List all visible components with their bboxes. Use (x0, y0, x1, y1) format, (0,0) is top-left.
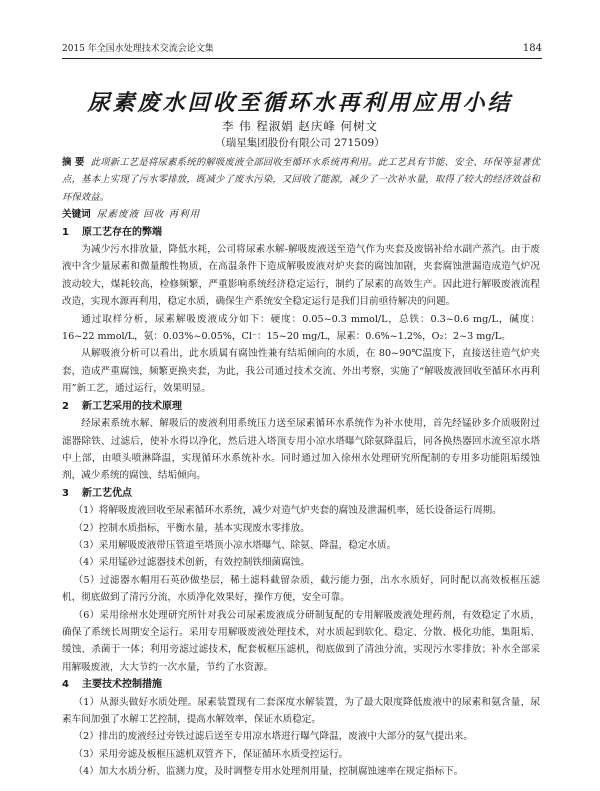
affiliation: （瑞星集团股份有限公司 271509） (215, 137, 385, 149)
keywords (62, 206, 540, 223)
author-list: 李 伟 程淑娟 赵庆峰 何树文 (221, 119, 379, 133)
section-number: 2 (62, 400, 69, 412)
abstract (62, 154, 540, 206)
page-number: 184 (522, 43, 542, 54)
list-item: （1）将解吸废液回收至尿素循环水系统，减少对造气炉夹套的腐蚀及泄漏机率，延长设备运行周期。 (73, 505, 502, 517)
paragraph: 从解吸液分析可以看出，此水质属有腐蚀性兼有结垢倾向的水质，在 80~90℃温度下，直接送往造气炉夹套，造成严重腐蚀，频繁更换夹套，为此，我公司通过技术交流、外出考察，实施了“解吸废液回收至循环水再利用”新工艺，通过运行，效果明显。 (62, 348, 540, 395)
paragraph: 经尿素系统水解、解吸后的废液利用系统压力送至尿素循环水系统作为补水使用，首先经锰砂多介质吸附过滤器除铁、过滤后，使补水得以净化，然后进入塔顶专用小凉水塔曝气除氨降温后，同各换热器回水流至凉水塔中上部，由喷头喷淋降温，实现循环水系统补水。同时通过加入徐州水处理研究所配制的专用多功能阻垢缓蚀剂，减少系统的腐蚀、结垢倾向。 (62, 418, 540, 482)
section-title: 新工艺采用的技术原理 (82, 400, 182, 412)
section-heading (62, 224, 540, 241)
paragraph: 通过取样分析，尿素解吸废液成分如下：硬度：0.05~0.3 mmol/L，总铁：0.3~0.6 mg/L，碱度：16~22 mmol/L，氨：0.03%~0.05%，Cl⁻：15~20 mg/L，尿素：0.6%~1.2%，O₂：2~3 mg/L。 (62, 313, 540, 343)
list-item: （4）加大水质分析、监测力度，及时调整专用水处理剂用量，控制腐蚀速率在规定指标下。 (73, 766, 464, 778)
list-item: （3）采用解吸废液带压管道至塔顶小凉水塔曝气、除氨、降温，稳定水质。 (73, 539, 397, 551)
article-body (62, 154, 540, 781)
list-item: （2）控制水质指标，平衡水量，基本实现废水零排放。 (73, 522, 310, 534)
section-heading (62, 676, 540, 693)
section-number: 1 (62, 226, 69, 238)
abstract-text: 此项新工艺是将尿素系统的解吸废液全部回收至循环水系统再利用。此工艺具有节能、安全、环保等显著优点，基本上实现了污水零排放，既减少了废水污染，又回收了能源，减少了一次补水量，取得了较大的经济效益和环保效益。 (62, 157, 540, 203)
section-heading (62, 485, 540, 502)
paper-title: 尿素废水回收至循环水再利用应用小结 (87, 90, 513, 116)
section-heading (62, 398, 540, 415)
section-title: 原工艺存在的弊端 (82, 226, 162, 238)
section-title: 新工艺优点 (82, 487, 132, 499)
abstract-label: 摘 要 (62, 157, 85, 168)
keywords-label: 关键词 (62, 209, 91, 221)
list-item: （6）采用徐州水处理研究所针对我公司尿素废液成分研制复配的专用解吸废液处理药剂，有效稳定了水质，确保了系统长周期安全运行。采用专用解吸废液处理技术，对水质起到软化、稳定、分散、极化功能，集阻垢、缓蚀、杀菌于一体；利用旁滤过滤技术，配套板框压滤机，彻底做到了清浊分流，实现污水零排放；补水全部采用解吸废液，大大节约一次水量，节约了水资源。 (62, 609, 540, 673)
list-item: （1）从源头做好水质处理。尿素装置现有二套深度水解装置，为了最大限度降低废液中的尿素和氨含量，尿素车间加强了水解工艺控制，提高水解效率，保证水质稳定。 (62, 696, 540, 725)
section-number: 3 (62, 487, 69, 499)
journal-name: 2015 年全国水处理技术交流会论文集 (62, 44, 214, 54)
list-item: （5）过滤器水帽用石英砂做垫层，稀土滤料截留杂质，截污能力强，出水水质好，同时配以高效板框压滤机，彻底做到了清污分流，水质净化效果好，操作方便，安全可靠。 (62, 574, 540, 604)
paragraph: 为减少污水排放量，降低水耗，公司将尿素水解-解吸废液送至造气作为夹套及废锅补给水副产蒸汽。由于废液中含少量尿素和微量酸性物质，在高温条件下造成解吸废液对炉夹套的腐蚀加剧，夹套腐蚀泄漏造成造气炉况波动较大，煤耗较高，检修频繁，严重影响系统经济稳定运行，制约了尿素的高效生产。因此进行解吸废液流程改造，实现水源再利用，稳定水质，确保生产系统安全稳定运行是我们目前亟待解决的问题。 (62, 244, 540, 308)
list-item: （2）排出的废液经过旁铁过滤后送至专用凉水塔进行曝气降温，废液中大部分的氨气提出来。 (73, 731, 473, 743)
list-item: （3）采用旁滤及板框压滤机双管齐下，保证循环水质受控运行。 (73, 748, 349, 760)
section-number: 4 (62, 679, 69, 691)
list-item: （4）采用锰砂过滤器技术创新，有效控制铁细菌腐蚀。 (73, 557, 310, 569)
section-title: 主要技术控制措施 (82, 679, 162, 691)
keywords-text: 尿素废液 回收 再利用 (96, 209, 201, 221)
running-header (62, 42, 542, 59)
